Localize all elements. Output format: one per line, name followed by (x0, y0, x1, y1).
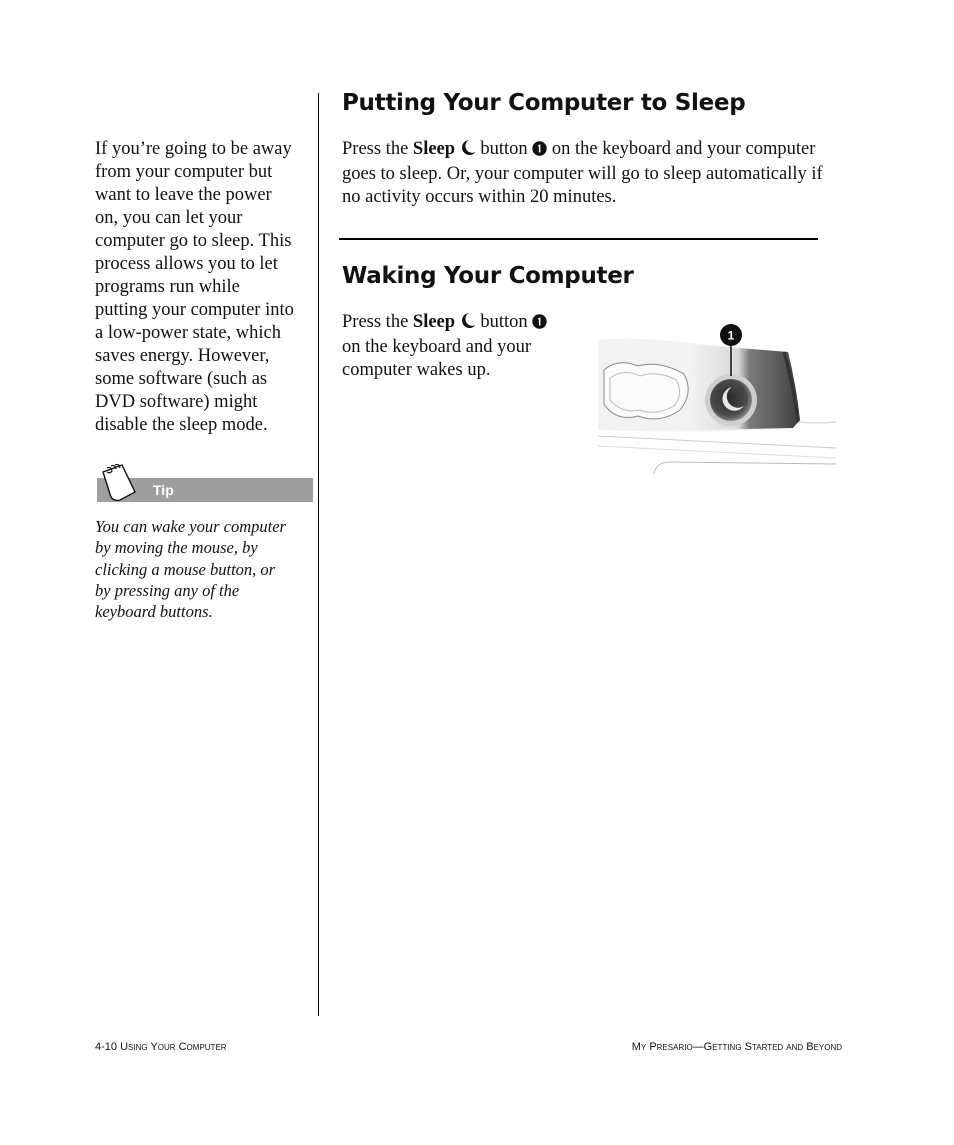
tip-note-icon (98, 462, 140, 509)
sleep-key-name: Sleep (412, 312, 456, 332)
sidebar-line: disable the sleep mode. (95, 415, 268, 435)
page-number: 4-10 (95, 1041, 121, 1053)
section-divider (339, 238, 818, 240)
callout-one-icon (532, 313, 547, 336)
sidebar-line: want to leave the power (95, 185, 272, 205)
chapter-title: Using Your Computer (120, 1041, 227, 1053)
tip-label: Tip (153, 482, 174, 498)
sleep-line-1 (342, 138, 842, 163)
sidebar-line: process allows you to let (95, 254, 278, 274)
tip-text (95, 516, 310, 622)
moon-icon (460, 312, 476, 336)
tip-line: keyboard buttons. (95, 602, 213, 622)
sleep-line-3: no activity occurs within 20 minutes. (342, 187, 617, 207)
footer-left (95, 1041, 227, 1053)
tip-line: You can wake your computer (95, 517, 286, 536)
sidebar-line: putting your computer into (95, 300, 294, 320)
tip-line: by pressing any of the (95, 580, 240, 600)
text-run: on the keyboard and your computer (547, 139, 816, 159)
sleep-line-2: goes to sleep. Or, your computer will go to sleep automatically if (342, 164, 823, 184)
sleep-key-name: Sleep (412, 139, 456, 159)
sleep-heading: Putting Your Computer to Sleep (342, 90, 746, 116)
column-divider (318, 93, 319, 1016)
footer-right: My Presario—Getting Started and Beyond (631, 1041, 842, 1053)
sidebar-line: saves energy. However, (95, 346, 270, 366)
callout-one-icon (532, 140, 547, 163)
tip-line: clicking a mouse button, or (95, 559, 276, 579)
tip-line: by moving the mouse, by (95, 538, 258, 558)
text-run: Press the (342, 139, 413, 159)
wake-paragraph (342, 311, 572, 382)
wake-line-1 (342, 311, 572, 336)
callout-number: 1 (727, 328, 735, 343)
sleep-paragraph (342, 138, 842, 209)
sidebar-line: on, you can let your (95, 208, 243, 228)
sidebar-line: programs run while (95, 277, 240, 297)
moon-icon (460, 139, 476, 163)
sidebar-line: computer go to sleep. This (95, 231, 292, 251)
wake-heading: Waking Your Computer (342, 263, 634, 289)
sidebar-intro (95, 138, 307, 437)
wake-line-3: computer wakes up. (342, 360, 491, 380)
sidebar-line: a low-power state, which (95, 323, 281, 343)
text-run: Press the (342, 312, 413, 332)
text-run: button (475, 312, 533, 332)
wake-line-2: on the keyboard and your (342, 337, 532, 357)
sidebar-line: If you’re going to be away (95, 139, 292, 159)
keyboard-sleep-button-illustration (598, 322, 838, 497)
sidebar-line: some software (such as (95, 369, 268, 389)
text-run: button (475, 139, 533, 159)
sidebar-line: from your computer but (95, 162, 273, 182)
sidebar-line: DVD software) might (95, 392, 258, 412)
